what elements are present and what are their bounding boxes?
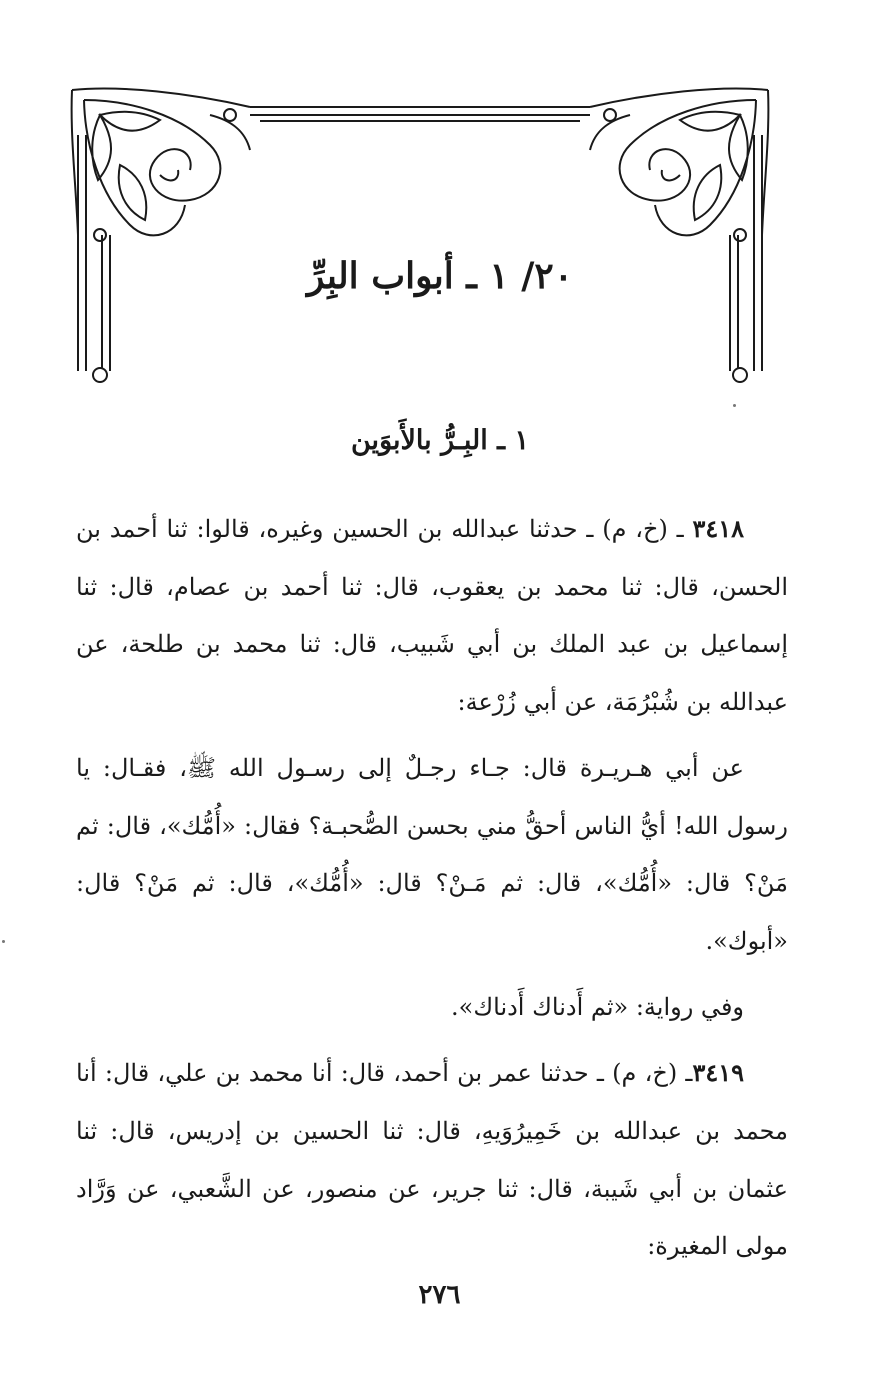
isnad-text: ـ (خ، م) ـ حدثنا عبدالله بن الحسين وغيره، قالوا: ثنا أحمد بن الحسن، قال: ثنا محمد بن يعقوب، قال: ثنا أحمد بن عصام، قال: ثنا إسماعيل بن عبد الملك بن أبي شَبيب، قال: ثنا محمد بن طلحة، عن عبدالله بن شُبْرُمَة، عن أبي زُرْعة: [76, 515, 788, 717]
print-speck [2, 940, 5, 943]
hadith-3419-chain [76, 1044, 788, 1276]
hadith-3418-variant: وفي رواية: «ثم أَدناك أَدناك». [451, 992, 744, 1021]
isnad-text: ـ (خ، م) ـ حدثنا عمر بن أحمد، قال: أنا محمد بن علي، قال: أنا محمد بن عبدالله بن خَمِيرُوَيهِ، قال: ثنا الحسين بن إدريس، قال: ثنا عثمان بن أبي شَيبة، قال: ثنا جرير، عن منصور، عن الشَّعبي، عن وَرَّاد مولى المغيرة: [76, 1059, 788, 1261]
page-body [76, 500, 788, 1284]
print-speck [733, 404, 736, 407]
hadith-3418-text: عن أبي هـريـرة قال: جـاء رجـلٌ إلى رسـول الله ﷺ، فقـال: يا رسول الله! أيُّ الناس أحقُّ مني بحسن الصُّحبـة؟ فقال: «أُمُّك»، قال: ثم مَنْ؟ قال: «أُمُّك»، قال: ثم مَـنْ؟ قال: «أُمُّك»، قال: ثم مَنْ؟ قال: «أبوك». [76, 753, 788, 955]
ornamental-header-frame [60, 75, 780, 395]
ornament-frame-icon [60, 75, 780, 395]
hadith-3418-chain [76, 500, 788, 732]
hadith-number: ٣٤١٩ [692, 1058, 744, 1088]
chapter-title: ٢٠/ ١ ـ أبواب البِرِّ [306, 255, 574, 297]
hadith-number: ٣٤١٨ [692, 514, 744, 543]
page-number: ٢٧٦ [418, 1280, 461, 1310]
section-title: ١ ـ البِـرُّ بالأَبوَين [351, 425, 529, 456]
